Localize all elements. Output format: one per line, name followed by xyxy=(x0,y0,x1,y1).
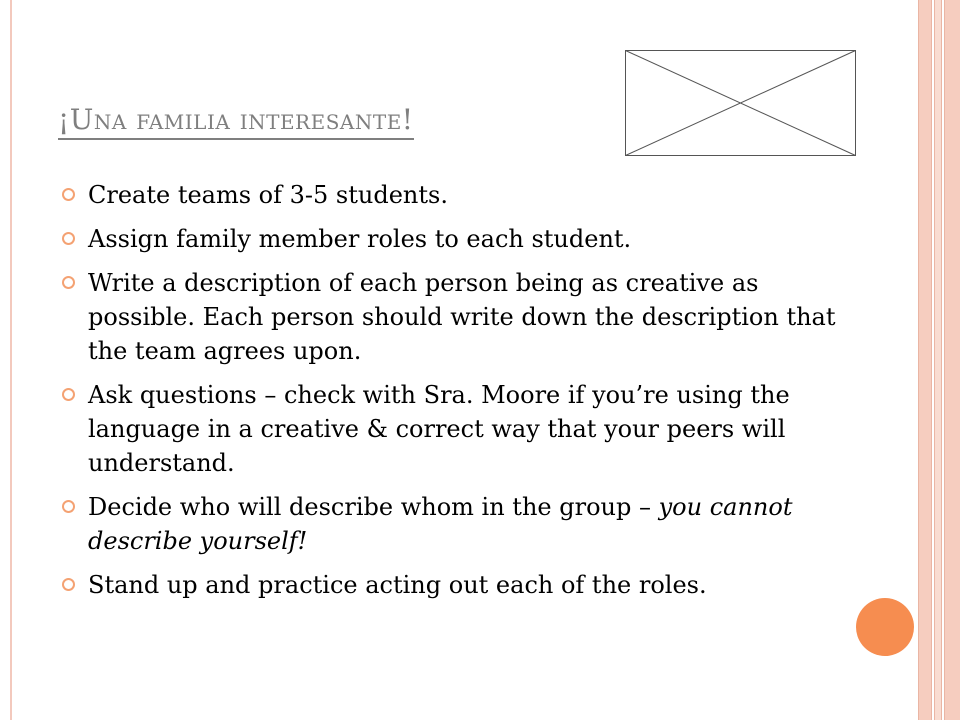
bullet-dot-icon xyxy=(62,188,75,201)
bullet-italic-text: you cannot describe yourself! xyxy=(88,493,793,555)
title-prefix: ¡ xyxy=(58,103,70,136)
bullet-dot-icon xyxy=(62,500,75,513)
bullet-dot-icon xyxy=(62,232,75,245)
right-stripe-2 xyxy=(934,0,942,720)
slide-title xyxy=(58,103,414,136)
bullet-item: Decide who will describe whom in the group – you cannot describe yourself! xyxy=(60,490,840,558)
bullet-item: Create teams of 3-5 students. xyxy=(60,178,840,212)
right-stripe-1 xyxy=(918,0,932,720)
left-border xyxy=(0,0,12,720)
bullet-list xyxy=(60,178,840,612)
title-underline xyxy=(58,138,414,140)
bullet-dot-icon xyxy=(62,388,75,401)
accent-circle xyxy=(856,598,914,656)
bullet-dot-icon xyxy=(62,276,75,289)
bullet-item: Stand up and practice acting out each of the roles. xyxy=(60,568,840,602)
bullet-item: Ask questions – check with Sra. Moore if you’re using the language in a creative & correct way that your peers will understand. xyxy=(60,378,840,480)
title-suffix: ! xyxy=(401,103,414,136)
bullet-item: Assign family member roles to each student. xyxy=(60,222,840,256)
title-first-letter: U xyxy=(69,103,94,136)
image-placeholder xyxy=(625,50,856,156)
bullet-item: Write a description of each person being as creative as possible. Each person should write down the description that the team agrees upon. xyxy=(60,266,840,368)
bullet-dot-icon xyxy=(62,578,75,591)
right-stripe-3 xyxy=(944,0,960,720)
title-rest: na familia interesante xyxy=(93,103,402,136)
